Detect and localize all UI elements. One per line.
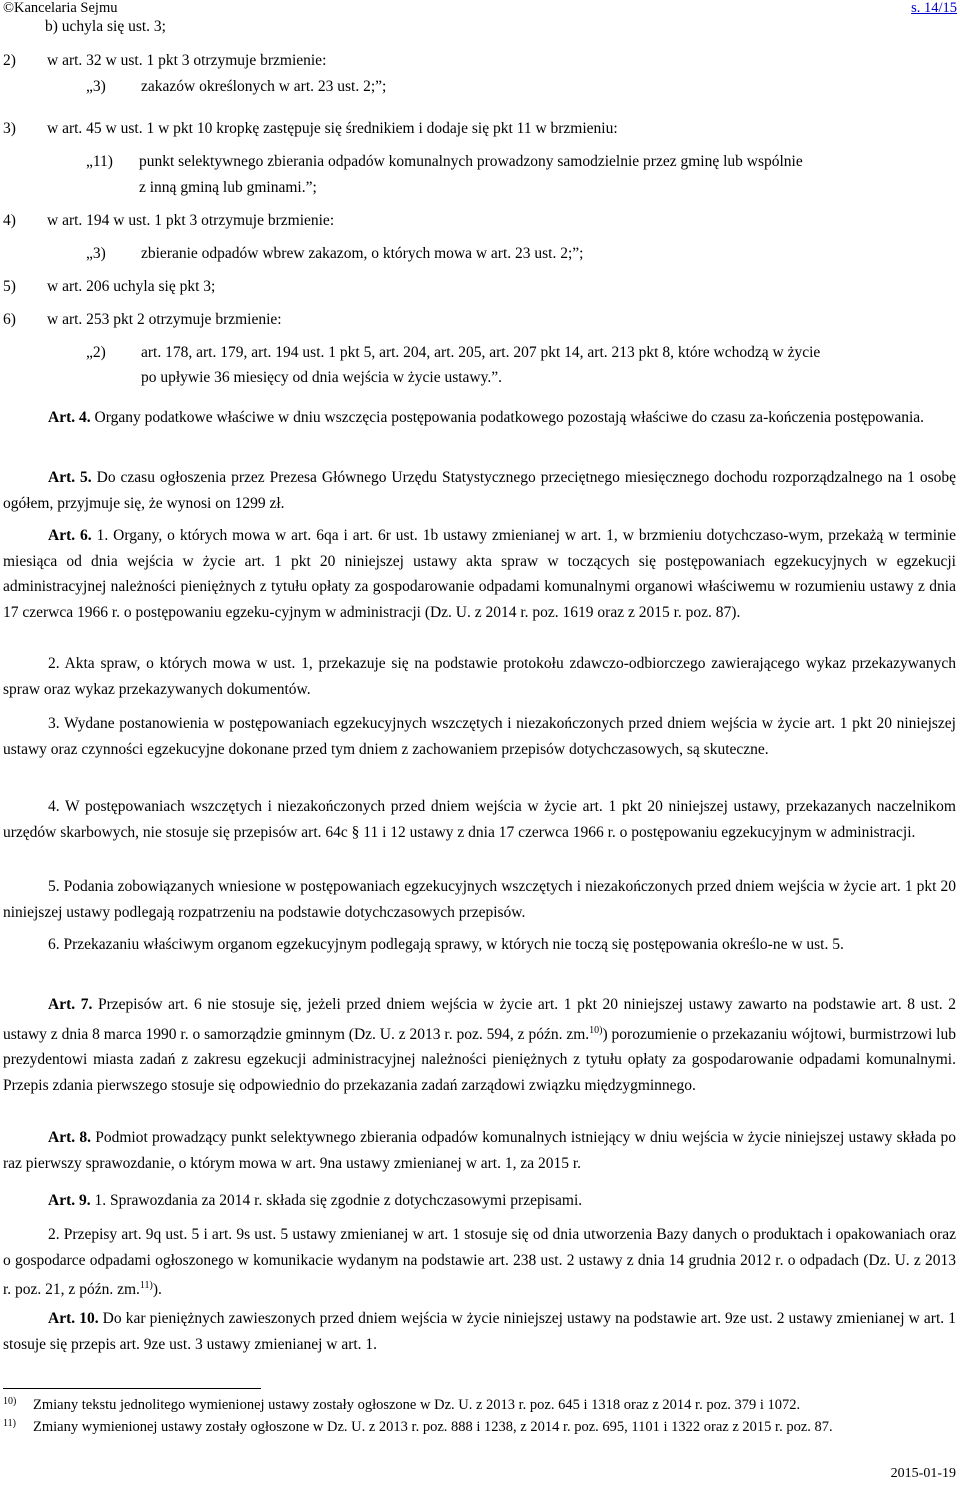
document-date: 2015-01-19 (890, 1466, 956, 1481)
list-item: 3) w art. 45 w ust. 1 w pkt 10 kropkę zastępuje się średnikiem i dodaje się pkt 11 w brzmieniu: (3, 120, 618, 137)
list-item: „2) art. 178, art. 179, art. 194 ust. 1 pkt 5, art. 204, art. 205, art. 207 pkt 14, art. 213 pkt 8, które wchodzą w życie (86, 344, 821, 361)
footnote-10 (3, 1396, 956, 1414)
page-header (3, 0, 957, 20)
footnote-ref-11[interactable]: 11) (139, 1280, 153, 1291)
article-5: Art. 5. Do czasu ogłoszenia przez Prezesa Głównego Urzędu Statystycznego przeciętnego miesięcznego dochodu rozporządzalnego na 1 osobę ogółem, przyjmuje się, że wynosi on 1299 zł. (3, 469, 956, 512)
article-6-par-2: 2. Akta spraw, o których mowa w ust. 1, przekazuje się na podstawie protokołu zdawczo-odbiorczego zawierającego wykaz przekazywanych spraw oraz wykaz przekazywanych dokumentów. (3, 655, 956, 698)
footnote-11 (3, 1418, 956, 1436)
article-9-par-2: 2. Przepisy art. 9q ust. 5 i art. 9s ust. 5 ustawy zmienianej w art. 1 stosuje się od dnia utworzenia Bazy danych o produktach i opakowaniach oraz o gospodarce odpadami ogłoszonego w komunikacie wydanym na podstawie art. 238 ust. 2 ustawy z dnia 14 grudnia 2012 r. o odpadach (Dz. U. z 2013 r. poz. 21, z późn. zm.$^{11)}$). (3, 1226, 956, 1299)
article-7: Art. 7. Przepisów art. 6 nie stosuje się, jeżeli przed dniem wejścia w życie art. 1 pkt 20 niniejszej ustawy zawarto na podstawie art. 8 ust. 2 ustawy z dnia 8 marca 1990 r. o samorządzie gminnym (Dz. U. z 2013 r. poz. 594, z późn. zm.$^{10)}$) porozumienie o przekazaniu wójtowi, burmistrzowi lub prezydentowi miasta zadań z zakresu egzekucji administracyjnej należności pieniężnych z tytułu opłaty za gospodarowanie odpadami komunalnymi. Przepis zdania pierwszego stosuje się odpowiednio do przekazania zadań zarządowi związku międzygminnego. (3, 996, 956, 1094)
footnote-ref-10[interactable]: 10) (589, 1024, 603, 1036)
article-6-par-6: 6. Przekazaniu właściwym organom egzekucyjnym podlegają sprawy, w których nie toczą się postępowania określo-ne w ust. 5. (48, 936, 844, 953)
article-8: Art. 8. Podmiot prowadzący punkt selektywnego zbierania odpadów komunalnych istniejący w dniu wejścia w życie niniejszej ustawy składa po raz pierwszy sprawozdanie, o którym mowa w art. 9na ustawy zmienianej w art. 1, za 2015 r. (3, 1129, 956, 1172)
header-copyright: ©Kancelaria Sejmu (3, 0, 118, 16)
article-6-par-5: 5. Podania zobowiązanych wniesione w postępowaniach egzekucyjnych wszczętych i niezakończonych przed dniem wejścia w życie art. 1 pkt 20 niniejszej ustawy podlegają rozpatrzeniu na podstawie dotychczasowych przepisów. (3, 878, 956, 921)
list-item: b) uchyla się ust. 3; (45, 18, 166, 35)
list-item: „3) zakazów określonych w art. 23 ust. 2;”; (86, 78, 387, 95)
article-6-par-3: 3. Wydane postanowienia w postępowaniach egzekucyjnych wszczętych i niezakończonych przed dniem wejścia w życie art. 1 pkt 20 niniejszej ustawy oraz czynności egzekucyjne dokonane przed tym dniem z zachowaniem przepisów dotychczasowych, są skuteczne. (3, 715, 956, 758)
page-number-link[interactable]: s. 14/15 (911, 0, 957, 16)
article-10: Art. 10. Do kar pieniężnych zawieszonych przed dniem wejścia w życie niniejszej ustawy na podstawie art. 9ze ust. 2 ustawy zmienianej w art. 1 stosuje się przepis art. 9ze ust. 3 ustawy zmienianej w art. 1. (3, 1310, 956, 1353)
list-item: 2) w art. 32 w ust. 1 pkt 3 otrzymuje brzmienie: (3, 52, 327, 69)
article-6-par-4: 4. W postępowaniach wszczętych i niezakończonych przed dniem wejścia w życie art. 1 pkt 20 niniejszej ustawy, przekazanych naczelnikom urzędów skarbowych, nie stosuje się przepisów art. 64c § 11 i 12 ustawy z dnia 17 czerwca 1966 r. o postępowaniu egzekucyjnym w administracji. (3, 798, 956, 841)
list-item: 5) w art. 206 uchyla się pkt 3; (3, 278, 216, 295)
footnote-text: Zmiany tekstu jednolitego wymienionej ustawy zostały ogłoszone w Dz. U. z 2013 r. poz. 645 i 1318 oraz z 2014 r. poz. 379 i 1072. (33, 1397, 801, 1413)
footnote-number: 11) (3, 1418, 16, 1429)
footnote-text: Zmiany wymienionej ustawy zostały ogłoszone w Dz. U. z 2013 r. poz. 888 i 1238, z 2014 r. poz. 695, 1101 i 1322 oraz z 2015 r. poz. 87. (33, 1419, 833, 1435)
list-item: po upływie 36 miesięcy od dnia wejścia w życie ustawy.”. (141, 369, 502, 386)
article-9-par-1: Art. 9. 1. Sprawozdania za 2014 r. składa się zgodnie z dotychczasowymi przepisami. (48, 1192, 583, 1209)
list-item: 4) w art. 194 w ust. 1 pkt 3 otrzymuje brzmienie: (3, 212, 335, 229)
article-6-par-1: Art. 6. 1. Organy, o których mowa w art. 6qa i art. 6r ust. 1b ustawy zmienianej w art. 1, w brzmieniu dotychczaso-wym, przekażą w terminie miesiąca od dnia wejścia w życie art. 1 pkt 20 niniejszej ustawy akta spraw w toczących się postępowaniach egzekucyjnych w egzekucji administracyjnej należności pieniężnych z tytułu opłaty za gospodarowanie odpadami komunalnymi organowi właściwemu w rozumieniu ustawy z dnia 17 czerwca 1966 r. o postępowaniu egzeku-cyjnym w administracji (Dz. U. z 2014 r. poz. 1619 oraz z 2015 r. poz. 87). (3, 527, 956, 621)
list-item: „3) zbieranie odpadów wbrew zakazom, o których mowa w art. 23 ust. 2;”; (86, 245, 584, 262)
footnote-divider (3, 1388, 261, 1389)
list-item: 6) w art. 253 pkt 2 otrzymuje brzmienie: (3, 311, 282, 328)
article-4: Art. 4. Organy podatkowe właściwe w dniu wszczęcia postępowania podatkowego pozostają właściwe do czasu za-kończenia postępowania. (48, 409, 925, 426)
footnote-number: 10) (3, 1396, 17, 1407)
list-item: z inną gminą lub gminami.”; (139, 179, 317, 196)
list-item: „11) punkt selektywnego zbierania odpadów komunalnych prowadzony samodzielnie przez gminę lub wspólnie (86, 153, 803, 170)
